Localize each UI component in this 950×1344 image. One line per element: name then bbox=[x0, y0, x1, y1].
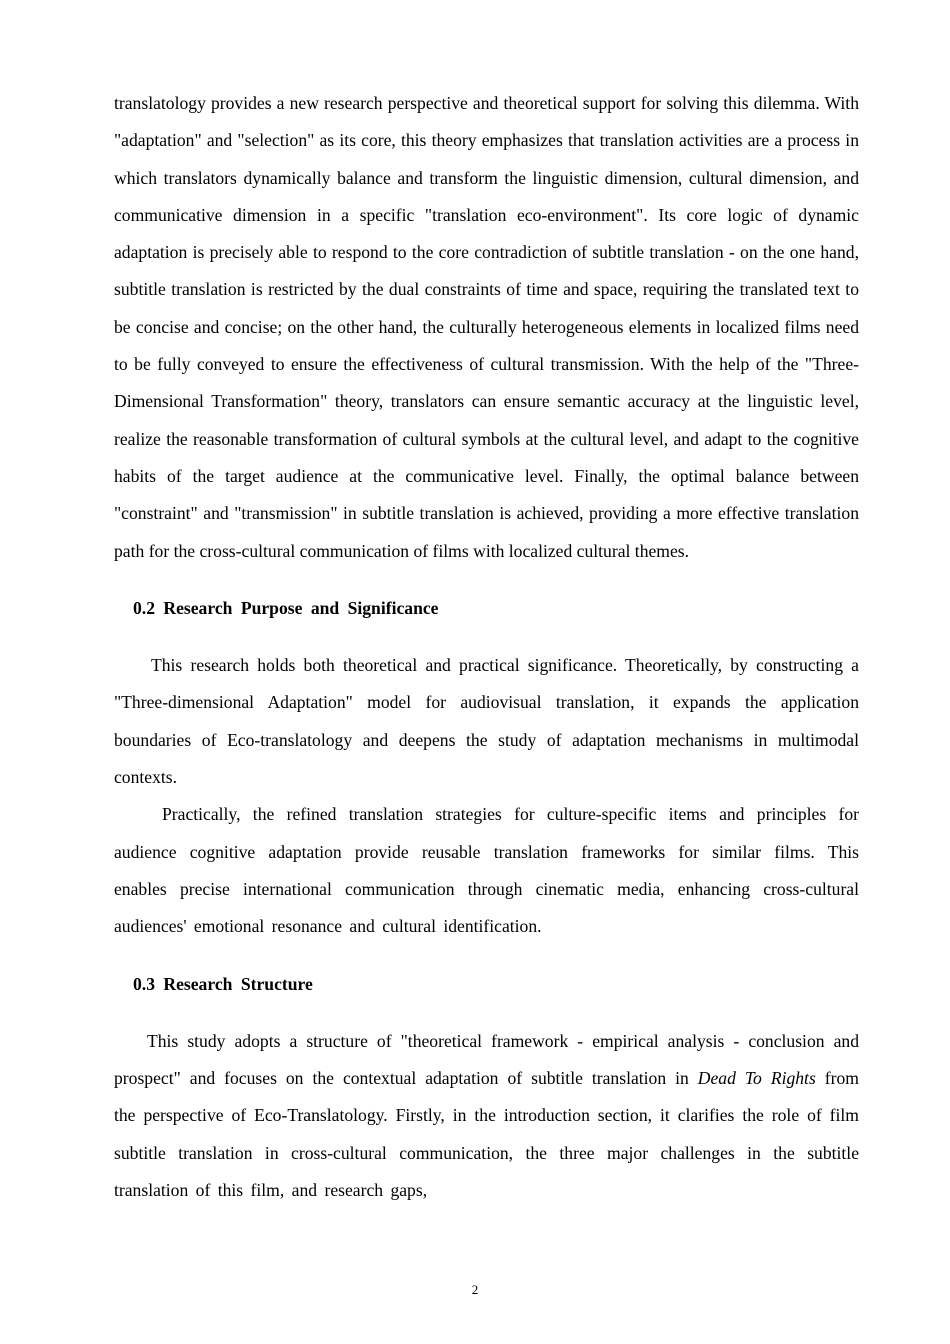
page-number: 2 bbox=[471, 1282, 479, 1297]
section-heading-0-3: 0.3 Research Structure bbox=[133, 973, 313, 994]
section-0-3-paragraph bbox=[114, 1023, 859, 1209]
section-heading-0-2: 0.2 Research Purpose and Significance bbox=[133, 597, 439, 618]
paragraph-text-before-title: This study adopts a structure of "theoretical framework - empirical analysis - conclusion and prospect" and focuses on the contextual adaptation of subtitle translation in bbox=[114, 1030, 859, 1089]
film-title: Dead To Rights bbox=[697, 1068, 816, 1089]
spacer bbox=[114, 570, 859, 590]
section-0-2-paragraph-1: This research holds both theoretical and practical significance. Theoretically, by constructing a "Three-dimensional Adaptation" model for audiovisual translation, it expands the application boundaries of Eco-translatology and deepens the study of adaptation mechanisms in multimodal contexts. bbox=[114, 655, 859, 788]
page-body bbox=[114, 85, 859, 1209]
section-0-2-paragraph-2: Practically, the refined translation strategies for culture-specific items and principles for audience cognitive adaptation provide reusable translation frameworks for similar films. This enables precise international communication through cinematic media, enhancing cross-cultural audiences' emotional resonance and cultural identification. bbox=[114, 804, 859, 937]
spacer bbox=[114, 1003, 859, 1023]
intro-paragraph: translatology provides a new research perspective and theoretical support for solving this dilemma. With "adaptation" and "selection" as its core, this theory emphasizes that translation activities are a process in which translators dynamically balance and transform the linguistic dimension, cultural dimension, and communicative dimension in a specific "translation eco-environment". Its core logic of dynamic adaptation is precisely able to respond to the core contradiction of subtitle translation - on the one hand, subtitle translation is restricted by the dual constraints of time and space, requiring the translated text to be concise and concise; on the other hand, the culturally heterogeneous elements in localized films need to be fully conveyed to ensure the effectiveness of cultural transmission. With the help of the "Three-Dimensional Transformation" theory, translators can ensure semantic accuracy at the linguistic level, realize the reasonable transformation of cultural symbols at the cultural level, and adapt to the cognitive habits of the target audience at the communicative level. Finally, the optimal balance between "constraint" and "transmission" in subtitle translation is achieved, providing a more effective translation path for the cross-cultural communication of films with localized cultural themes. bbox=[114, 93, 859, 561]
paragraph-text-after-title: from the perspective of Eco-Translatology. Firstly, in the introduction section, it clarifies the role of film subtitle translation in cross-cultural communication, the three major challenges in the subtitle translation of this film, and research gaps, bbox=[114, 1068, 859, 1201]
spacer bbox=[114, 627, 859, 647]
spacer bbox=[114, 946, 859, 966]
